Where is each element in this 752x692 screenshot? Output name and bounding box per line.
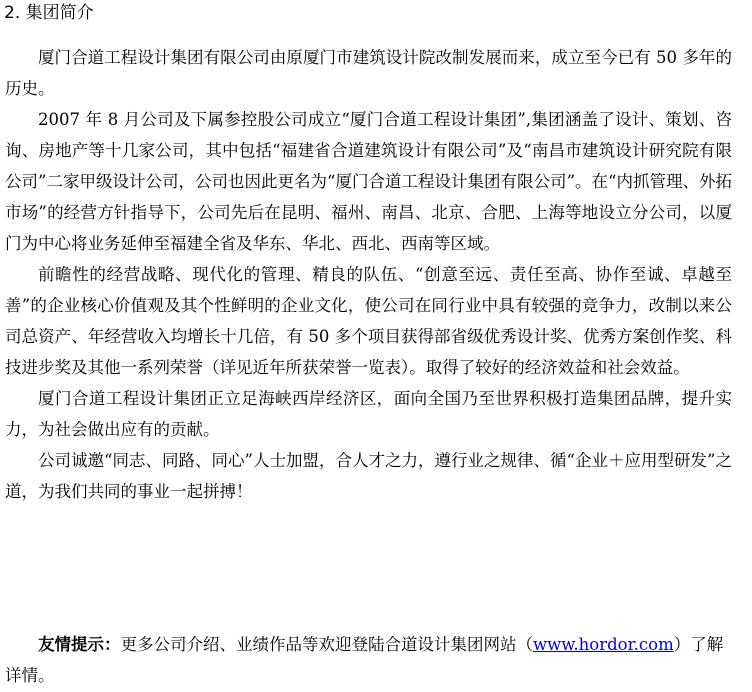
paragraph-mission: 厦门合道工程设计集团正立足海峡西岸经济区，面向全国乃至世界积极打造集团品牌，提升实力，为社会做出应有的贡献。 bbox=[5, 389, 732, 439]
friendly-tip bbox=[5, 629, 732, 691]
paragraph-strategy-and-awards: 前瞻性的经营战略、现代化的管理、精良的队伍、“创意至远、责任至高、协作至诚、卓越至善”的企业核心价值观及其个性鲜明的企业文化，使公司在同行业中具有较强的竞争力，改制以来公司总资产、年经营收入均增长十几倍，有 50 多个项目获得部省级优秀设计奖、优秀方案创作奖、科技进步奖及其他一系列荣誉（详见近年所获荣誉一览表）。取得了较好的经济效益和社会效益。 bbox=[5, 265, 732, 377]
paragraph-group-formation: 2007 年 8 月公司及下属参控股公司成立“厦门合道工程设计集团”,集团涵盖了设计、策划、咨询、房地产等十几家公司，其中包括“福建省合道建筑设计有限公司”及“南昌市建筑设计研究院有限公司”二家甲级设计公司，公司也因此更名为“厦门合道工程设计集团有限公司”。在“内抓管理、外拓市场”的经营方针指导下，公司先后在昆明、福州、南昌、北京、合肥、上海等地设立分公司，以厦门为中心将业务延伸至福建全省及华东、华北、西北、西南等区域。 bbox=[5, 110, 732, 253]
paragraph-history: 厦门合道工程设计集团有限公司由原厦门市建筑设计院改制发展而来，成立至今已有 50 多年的历史。 bbox=[5, 48, 732, 98]
website-link[interactable]: www.hordor.com bbox=[533, 635, 674, 654]
intro-body bbox=[5, 42, 732, 507]
section-heading: 2. 集团简介 bbox=[4, 3, 94, 23]
paragraph-recruitment: 公司诚邀“同志、同路、同心”人士加盟，合人才之力，遵行业之规律、循“企业＋应用型研发”之道，为我们共同的事业一起拼搏！ bbox=[5, 451, 732, 501]
tip-label: 友情提示： bbox=[38, 635, 121, 654]
tip-text-after: ）了解详情。 bbox=[5, 635, 724, 685]
tip-text-before: 更多公司介绍、业绩作品等欢迎登陆合道设计集团网站（ bbox=[120, 635, 533, 654]
